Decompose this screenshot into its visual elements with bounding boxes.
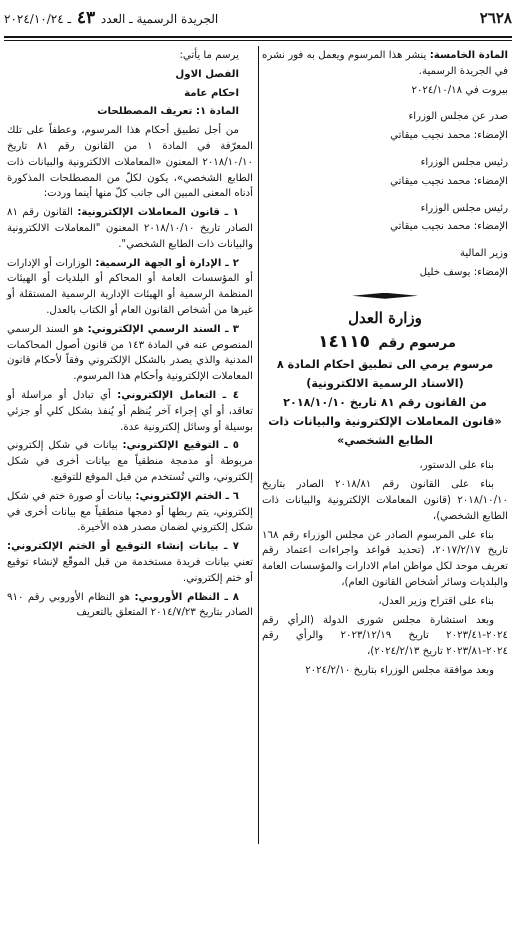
basis-4: بناء على اقتراح وزير العدل، (378, 595, 494, 607)
definition-3 (7, 322, 253, 385)
signature-1: الإمضاء: محمد نجيب ميقاتي (390, 130, 508, 142)
definition-8 (7, 590, 253, 622)
pm-title-2: رئيس مجلس الوزراء (420, 202, 508, 214)
definition-7-text: تعني بيانات فريدة مستخدمة من قبل الموقّع لإنشاء توقيع أو ختم إلكتروني. (7, 556, 253, 584)
definition-8-title: ٨ ـ النظام الأوروبي: (134, 591, 239, 603)
decree-number: ١٤١١٥ (318, 331, 371, 352)
column-divider (258, 46, 259, 844)
ministry-heading: وزارة العدل (348, 308, 422, 327)
basis-6: وبعد موافقة مجلس الوزراء بتاريخ ٢٠٢٤/٢/١٠ (305, 664, 494, 676)
definition-3-text: هو السند الرسمي المنصوص عنه في المادة ١٤٣ من قانون أصول المحاكمات المدنية والذي يصدر بالشكل الإلكتروني وفقاً لأحكام قانون المعاملات الإلكترونية وأحكام هذا المرسوم. (7, 323, 253, 383)
left-column (7, 48, 253, 624)
section-separator (352, 293, 418, 299)
chapter-title: احكام عامة (184, 87, 239, 99)
article5-text: ينشر هذا المرسوم ويعمل به فور نشره في الجريدة الرسمية. (262, 50, 508, 77)
basis-5: وبعد استشارة مجلس شورى الدولة (الرأي رقم ٢٠٢٤-٢٠٢٣/٤١ تاريخ ٢٠٢٣/١٢/١٩ والرأي رقم ٢٠٢٤-٢٠٢٣/٨١ تاريخ ٢٠٢٤/٢/١٣)، (262, 614, 508, 658)
definition-5 (7, 438, 253, 485)
decrees-intro: يرسم ما يأتي: (179, 50, 239, 61)
place-date: بيروت في ٢٠٢٤/١٠/١٨ (411, 84, 508, 96)
decree-title-line-5: الطابع الشخصي» (337, 434, 433, 448)
right-column (262, 48, 508, 682)
gazette-name: الجريدة الرسمية ـ العدد (100, 12, 219, 26)
page-header (4, 6, 512, 30)
chapter-heading: الفصل الاول (175, 68, 239, 80)
article1-text: من أجل تطبيق أحكام هذا المرسوم، وعطفاً على تلك المعرّفة في المادة ١ من القانون رقم ٨١ تاريخ ٢٠١٨/١٠/١٠ المعنون «المعاملات الالكترونية والبيانات ذات الطابع الشخصي»، يكون لكلّ من المصطلحات المذكورة أدناه المعنى المبين الى جانب كلّ منها أينما وردت: (7, 125, 253, 200)
definition-7-title: ٧ ـ بيانات إنشاء التوقيع أو الختم الإلكتروني: (7, 541, 239, 553)
decree-title-line-2: (الاسناد الرسمية الالكترونية) (306, 377, 464, 391)
signature-3: الإمضاء: محمد نجيب ميقاتي (390, 221, 508, 233)
signature-4: الإمضاء: يوسف خليل (419, 266, 508, 278)
issue-date: ـ ٢٠٢٤/١٠/٢٤ (4, 12, 71, 26)
header-title (4, 8, 218, 28)
basis-1: بناء على الدستور، (419, 460, 494, 472)
definition-5-title: ٥ ـ التوقيع الإلكتروني: (122, 440, 239, 452)
definition-1-text: القانون رقم ٨١ الصادر تاريخ ٢٠١٨/١٠/١٠ المعنون "المعاملات الالكترونية والبيانات ذات الطابع الشخصي". (7, 207, 253, 250)
basis-2: بناء على القانون رقم ٢٠١٨/٨١ الصادر بتاريخ ٢٠١٨/١٠/١٠ (قانون المعاملات الإلكترونية والبيانات ذات الطابع الشخصي)، (262, 479, 508, 522)
decree-label: مرسوم رقم (378, 335, 456, 351)
article5 (262, 48, 508, 80)
definition-1 (7, 205, 253, 252)
issue-number: ٤٣ (76, 8, 96, 28)
decree-title-line-1: مرسوم يرمي الى تطبيق احكام المادة ٨ (276, 358, 494, 372)
decree-title-line-3: من القانون رقم ٨١ تاريخ ٢٠١٨/١٠/١٠ (283, 396, 487, 410)
definition-4 (7, 388, 253, 435)
pm-title-1: رئيس مجلس الوزراء (420, 156, 508, 168)
definition-6-text: بيانات أو صورة ختم في شكل إلكتروني، يتم ربطها أو دمجها منطقياً مع بيانات أخرى في شكل إلكتروني لضمان مصدر هذه الأخيرة. (7, 490, 253, 534)
signature-2: الإمضاء: محمد نجيب ميقاتي (390, 175, 508, 187)
article5-title: المادة الخامسة: (429, 50, 508, 61)
definition-1-title: ١ ـ قانون المعاملات الإلكترونية: (77, 207, 239, 219)
decree-number-line (262, 331, 508, 352)
definition-6 (7, 489, 253, 536)
definition-4-text: أي تبادل أو مراسلة أو تعاقد، أو أي إجراء آخر يُنظم أو يُنفذ بشكل كلي أو جزئي بوسيلة أو وسائل إلكترونية عدة. (7, 389, 253, 433)
definition-3-title: ٣ ـ السند الرسمي الإلكتروني: (87, 323, 239, 335)
definition-2 (7, 256, 253, 319)
definition-4-title: ٤ ـ التعامل الإلكتروني: (117, 389, 240, 401)
definition-5-text: بيانات في شكل إلكتروني مربوطة أو مدمجة منطقياً مع بيانات أخرى في شكل إلكتروني، والتي تُستخدم من قبل الموقع للتوقيع. (7, 440, 253, 483)
definition-2-text: الوزارات أو الإدارات أو المؤسسات العامة أو المحاكم أو البلديات أو الهيئات المنظمة الرسمية أو الهيئات الإدارية الرسمية المستقلة أو غيرها من أشخاص القانون العام أو الكتاب بالعدل. (7, 257, 253, 316)
header-rule (4, 36, 512, 41)
definition-7 (7, 539, 253, 586)
basis-3: بناء على المرسوم الصادر عن مجلس الوزراء رقم ١٦٨ تاريخ ٢٠١٧/٢/١٧، (تحديد قواعد واجراءات اعتماد رقم تعريف موحد لكل مواطن امام الادارات والمؤسسات العامة والبلديات وسائر أشخاص القانون العام)، (262, 529, 508, 588)
finance-minister-title: وزير المالية (459, 248, 508, 260)
definition-8-text: هو النظام الأوروبي رقم ٩١٠ الصادر بتاريخ ٢٠١٤/٧/٢٣ المتعلق بالتعريف (7, 591, 253, 619)
article1-title: المادة ١: تعريف المصطلحات (97, 106, 239, 118)
decree-title (262, 355, 508, 450)
page-number: ٢٦٢٨ (479, 9, 512, 27)
issued-by: صدر عن مجلس الوزراء (408, 111, 508, 123)
definition-6-title: ٦ ـ الختم الإلكتروني: (135, 490, 239, 502)
decree-title-line-4: «قانون المعاملات الإلكترونية والبيانات ذات (268, 415, 502, 429)
definition-2-title: ٢ ـ الإدارة أو الجهة الرسمية: (95, 257, 239, 269)
